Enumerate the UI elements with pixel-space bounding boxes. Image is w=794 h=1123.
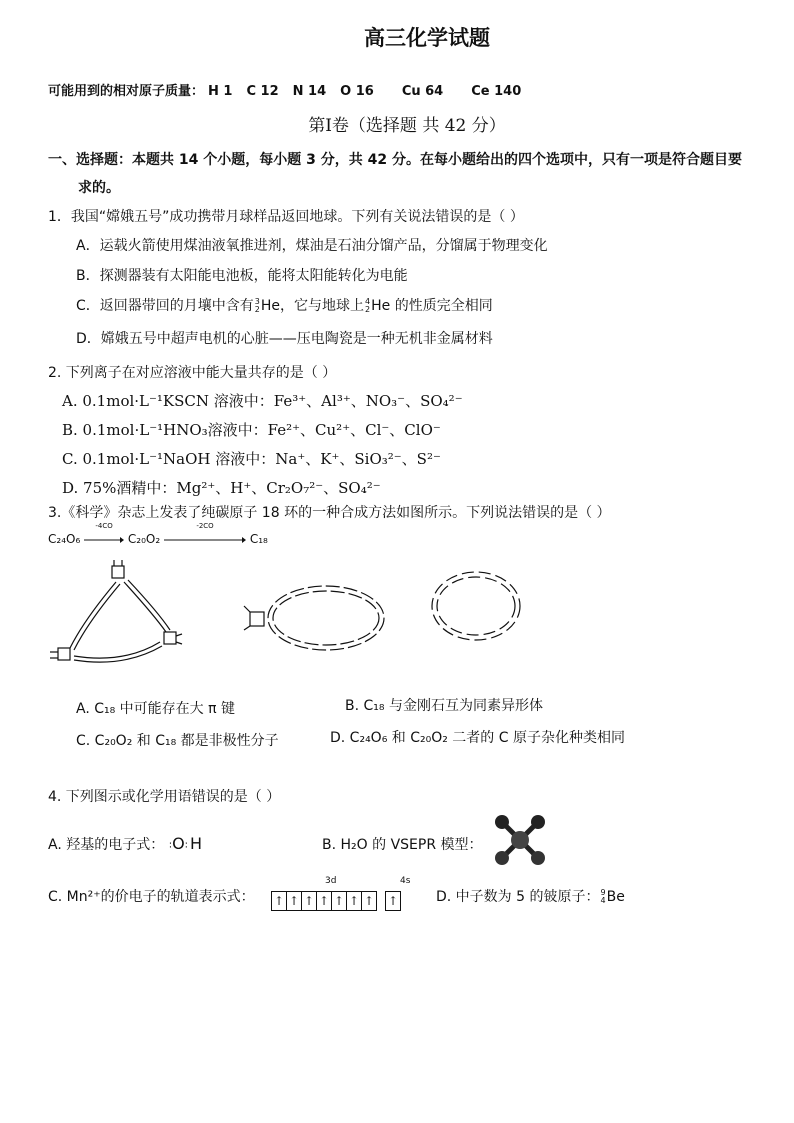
orbital-3d-3: ↑ (301, 891, 317, 911)
section-instructions (48, 146, 763, 202)
q2-stem: 2. 下列离子在对应溶液中能大量共存的是（ ） (48, 365, 337, 381)
q1-option-b: B．探测器装有太阳能电池板，能将太阳能转化为电能 (76, 268, 408, 284)
mass-label: 可能用到的相对原子质量： (48, 84, 205, 99)
q1-option-d: D．嫦娥五号中超声电机的心脏——压电陶瓷是一种无机非金属材料 (76, 331, 493, 347)
orbital-3d-2: ↑ (286, 891, 302, 911)
q1-c-post: He 的性质完全相同 (371, 298, 493, 314)
q2-option-b: B. 0.1mol·L⁻¹HNO₃溶液中：Fe²⁺、Cu²⁺、Cl⁻、ClO⁻ (62, 421, 441, 439)
q4-option-c (48, 886, 255, 906)
he4-isotope: 4 2 (365, 297, 371, 314)
q1-stem: 1．我国“嫦娥五号”成功携带月球样品返回地球。下列有关说法错误的是（ ） (48, 209, 524, 225)
orbital-3d-label: 3d (325, 876, 337, 886)
orbital-diagram (272, 890, 401, 911)
q4-stem: 4. 下列图示或化学用语错误的是（ ） (48, 789, 281, 805)
q1-option-c (76, 295, 493, 315)
q1-c-mid: He，它与地球上 (260, 298, 365, 314)
q4-option-b: B. H₂O 的 VSEPR 模型： (322, 837, 483, 853)
electron-formula-o (172, 834, 185, 853)
orbital-4s: ↑ (385, 891, 401, 911)
be-isotope: 9 4 (600, 888, 606, 905)
synthesis-equation (48, 521, 268, 547)
electron-dots-left: : (168, 839, 173, 851)
arrow-1 (84, 521, 124, 547)
q4-option-a (48, 834, 202, 854)
q4-option-d (436, 886, 625, 906)
q2-option-d: D. 75%酒精中：Mg²⁺、H⁺、Cr₂O₇²⁻、SO₄²⁻ (62, 479, 381, 497)
q4-d-label: D. 中子数为 5 的铍原子： (436, 889, 600, 905)
q2-option-c: C. 0.1mol·L⁻¹NaOH 溶液中：Na⁺、K⁺、SiO₃²⁻、S²⁻ (62, 450, 441, 468)
mass-cu: Cu 64 (401, 84, 444, 99)
arrow-2 (164, 521, 246, 547)
mass-n: N 14 (292, 84, 327, 99)
arrow-1-label: -4CO (95, 521, 113, 530)
electron-h: H (190, 834, 203, 853)
q3-option-d: D. C₂₄O₆ 和 C₂₀O₂ 二者的 C 原子杂化种类相同 (330, 730, 625, 746)
q1-c-pre: C．返回器带回的月壤中含有 (76, 298, 254, 314)
q2-option-a: A. 0.1mol·L⁻¹KSCN 溶液中：Fe³⁺、Al³⁺、NO₃⁻、SO₄²⁻ (62, 392, 463, 410)
q3-option-b: B. C₁₈ 与金刚石互为同素异形体 (345, 698, 543, 714)
mass-o: O 16 (340, 84, 374, 99)
electron-dots-right: : (184, 839, 189, 851)
part-heading: 第Ⅰ卷（选择题 共 42 分） (308, 116, 506, 136)
q3-option-a: A. C₁₈ 中可能存在大 π 键 (76, 701, 236, 717)
electron-o: O (172, 834, 185, 853)
q4-c-label: C. Mn²⁺的价电子的轨道表示式： (48, 889, 255, 905)
q4-a-label: A. 羟基的电子式： (48, 837, 165, 853)
orbital-4s-label: 4s (400, 876, 411, 886)
orbital-3d-7: ↑ (361, 891, 377, 911)
orbital-3d-5: ↑ (331, 891, 347, 911)
be-symbol: Be (606, 889, 625, 905)
mass-h: H 1 (208, 84, 233, 99)
vsepr-model-icon (490, 812, 550, 868)
page-title: 高三化学试题 (364, 25, 490, 50)
section-line-2: 求的。 (78, 180, 120, 196)
orbital-3d-6: ↑ (346, 891, 362, 911)
he3-isotope: 3 2 (254, 297, 260, 314)
atomic-mass-line (48, 80, 535, 99)
eq-c20o2: C₂₀O₂ (127, 532, 161, 546)
c20o2-structure (244, 586, 384, 650)
c18-structure (432, 572, 520, 640)
mass-c: C 12 (246, 84, 279, 99)
mass-ce: Ce 140 (471, 84, 522, 99)
q1-option-a: A．运载火箭使用煤油液氧推进剂，煤油是石油分馏产品，分馏属于物理变化 (76, 238, 548, 254)
q3-option-c: C. C₂₀O₂ 和 C₁₈ 都是非极性分子 (76, 733, 279, 749)
q3-stem: 3.《科学》杂志上发表了纯碳原子 18 环的一种合成方法如图所示。下列说法错误的是（ ） (48, 505, 611, 521)
eq-c24o6: C₂₄O₆ (48, 532, 81, 546)
section-line-1: 一、选择题：本题共 14 个小题，每小题 3 分，共 42 分。在每小题给出的四个选项中，只有一项是符合题目要 (48, 152, 742, 168)
molecule-figures (44, 560, 744, 680)
arrow-2-label: -2CO (196, 521, 214, 530)
c24o6-structure (50, 560, 182, 662)
eq-c18: C₁₈ (249, 532, 268, 546)
orbital-3d-1: ↑ (271, 891, 287, 911)
orbital-3d-4: ↑ (316, 891, 332, 911)
